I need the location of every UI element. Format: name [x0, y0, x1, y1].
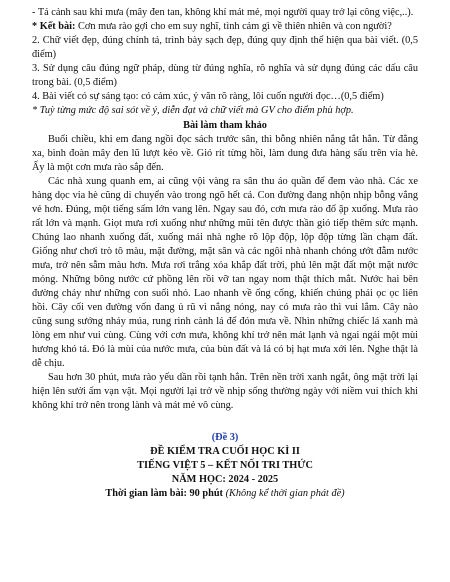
grading-note: * Tuỳ từng mức độ sai sót về ý, diễn đạt và chữ viết mà GV cho điểm phù hợp.	[32, 105, 354, 116]
exam-time-note: (Không kể thời gian phát đề)	[225, 488, 345, 499]
essay-paragraph-2: Các nhà xung quanh em, ai cũng vội vàng ra sân thu áo quần để đem vào nhà. Các xe hàng dọc vỉa hè cũng di chuyển vào trong ngõ hết cả. Con đường đang nhộn nhịp bỗng vắng vẻ hơn. Đúng, một tiếng sấm lớn vang lên. Ngay sau đó, cơn mưa rào đổ ập xuống. Mưa rào rất lớn và mạnh. Giọt mưa rơi xuống như những mũi tên được thần gió tiếp thêm sức mạnh. Chúng lao nhanh xuống đất, xuống mái nhà nghe rõ lộp độp, lộp độp từng lần chạm đất. Giống như chơi trò tô màu, mặt đường, mặt sân và các ngôi nhà nhanh chóng ướt đẫm nước mưa, trở nên sẫm màu hơn. Mưa rơi trắng xóa khắp đất trời, phủ lên mặt đất một mặt nước mỏng. Những bông nước cứ phồng lên rồi vỡ tan ngay nom thật thích mắt. Nước hai bên đường chảy như những con suối nhỏ. Lao nhanh về ống cống, khiến chúng phải ọc ọc liên hồi. Cây cối ven đường vốn đang ủ rũ vì nắng nóng, nay có mưa rào thì vui lắm. Cây nào cũng sung sướng nhảy múa, rung rinh cành lá để đón mưa về. Nhìn những chiếc lá xanh mà lòng em như vui cùng. Cùng với cơn mưa, không khí trở nên mát lạnh và ngai ngái một mùi hương khó tả. Đó là mùi của nước mưa, của bùn đất và lá có bị hạt mưa xới lên. Nghe thật là dễ chịu.	[32, 176, 418, 369]
criteria-item-3: 3. Sử dụng câu đúng ngữ pháp, dùng từ đúng nghĩa, rõ nghĩa và sử dụng đúng các dấu câu trong bài. (0,5 điểm)	[32, 63, 418, 88]
criteria-conclusion	[32, 20, 418, 34]
exam-year: NĂM HỌC: 2024 - 2025	[171, 474, 279, 485]
exam-number: (Đề 3)	[211, 432, 239, 443]
exam-time-label: Thời gian làm bài: 90 phút	[105, 488, 223, 499]
exam-title: ĐỀ KIỂM TRA CUỐI HỌC KÌ II	[150, 446, 300, 457]
essay-paragraph-3: Sau hơn 30 phút, mưa rào yếu dần rồi tạnh hẳn. Trên nền trời xanh ngắt, ông mặt trời lại hiện lên sưởi ấm vạn vật. Mọi người lại trở về nhịp sống thường ngày với niềm vui thích khi không khí trở nên trong lành và mát mẻ vô cùng.	[32, 372, 418, 411]
criteria-line-1: - Tả cảnh sau khi mưa (mây đen tan, không khí mát mẻ, mọi người quay trở lại công việc,..).	[32, 7, 414, 18]
criteria-item-2: 2. Chữ viết đẹp, đúng chính tả, trình bày sạch đẹp, đúng quy định thể hiện qua bài viết. (0,5 điểm)	[32, 35, 418, 60]
exam-time	[32, 487, 418, 501]
exam-subject: TIẾNG VIỆT 5 – KẾT NỐI TRI THỨC	[137, 460, 313, 471]
conclusion-label: * Kết bài:	[32, 21, 76, 32]
essay-title: Bài làm tham khảo	[183, 120, 267, 131]
spacer	[32, 413, 418, 431]
conclusion-text: Cơn mưa rào gợi cho em suy nghĩ, tình cảm gì về thiên nhiên và con người?	[75, 21, 392, 32]
essay-paragraph-1: Buổi chiều, khi em đang ngồi đọc sách trước sân, thì bỗng nhiên nắng tắt hẳn. Từ đằng xa, bình đoàn mây đen lũ lượt kéo về. Gió rít từng hồi, làm dung đưa hàng sấu trên vỉa hè. Ấy là một cơn mưa rào sắp đến.	[32, 134, 418, 173]
criteria-item-4: 4. Bài viết có sự sáng tạo: có cảm xúc, ý văn rõ ràng, lôi cuốn người đọc…(0,5 điểm)	[32, 91, 384, 102]
